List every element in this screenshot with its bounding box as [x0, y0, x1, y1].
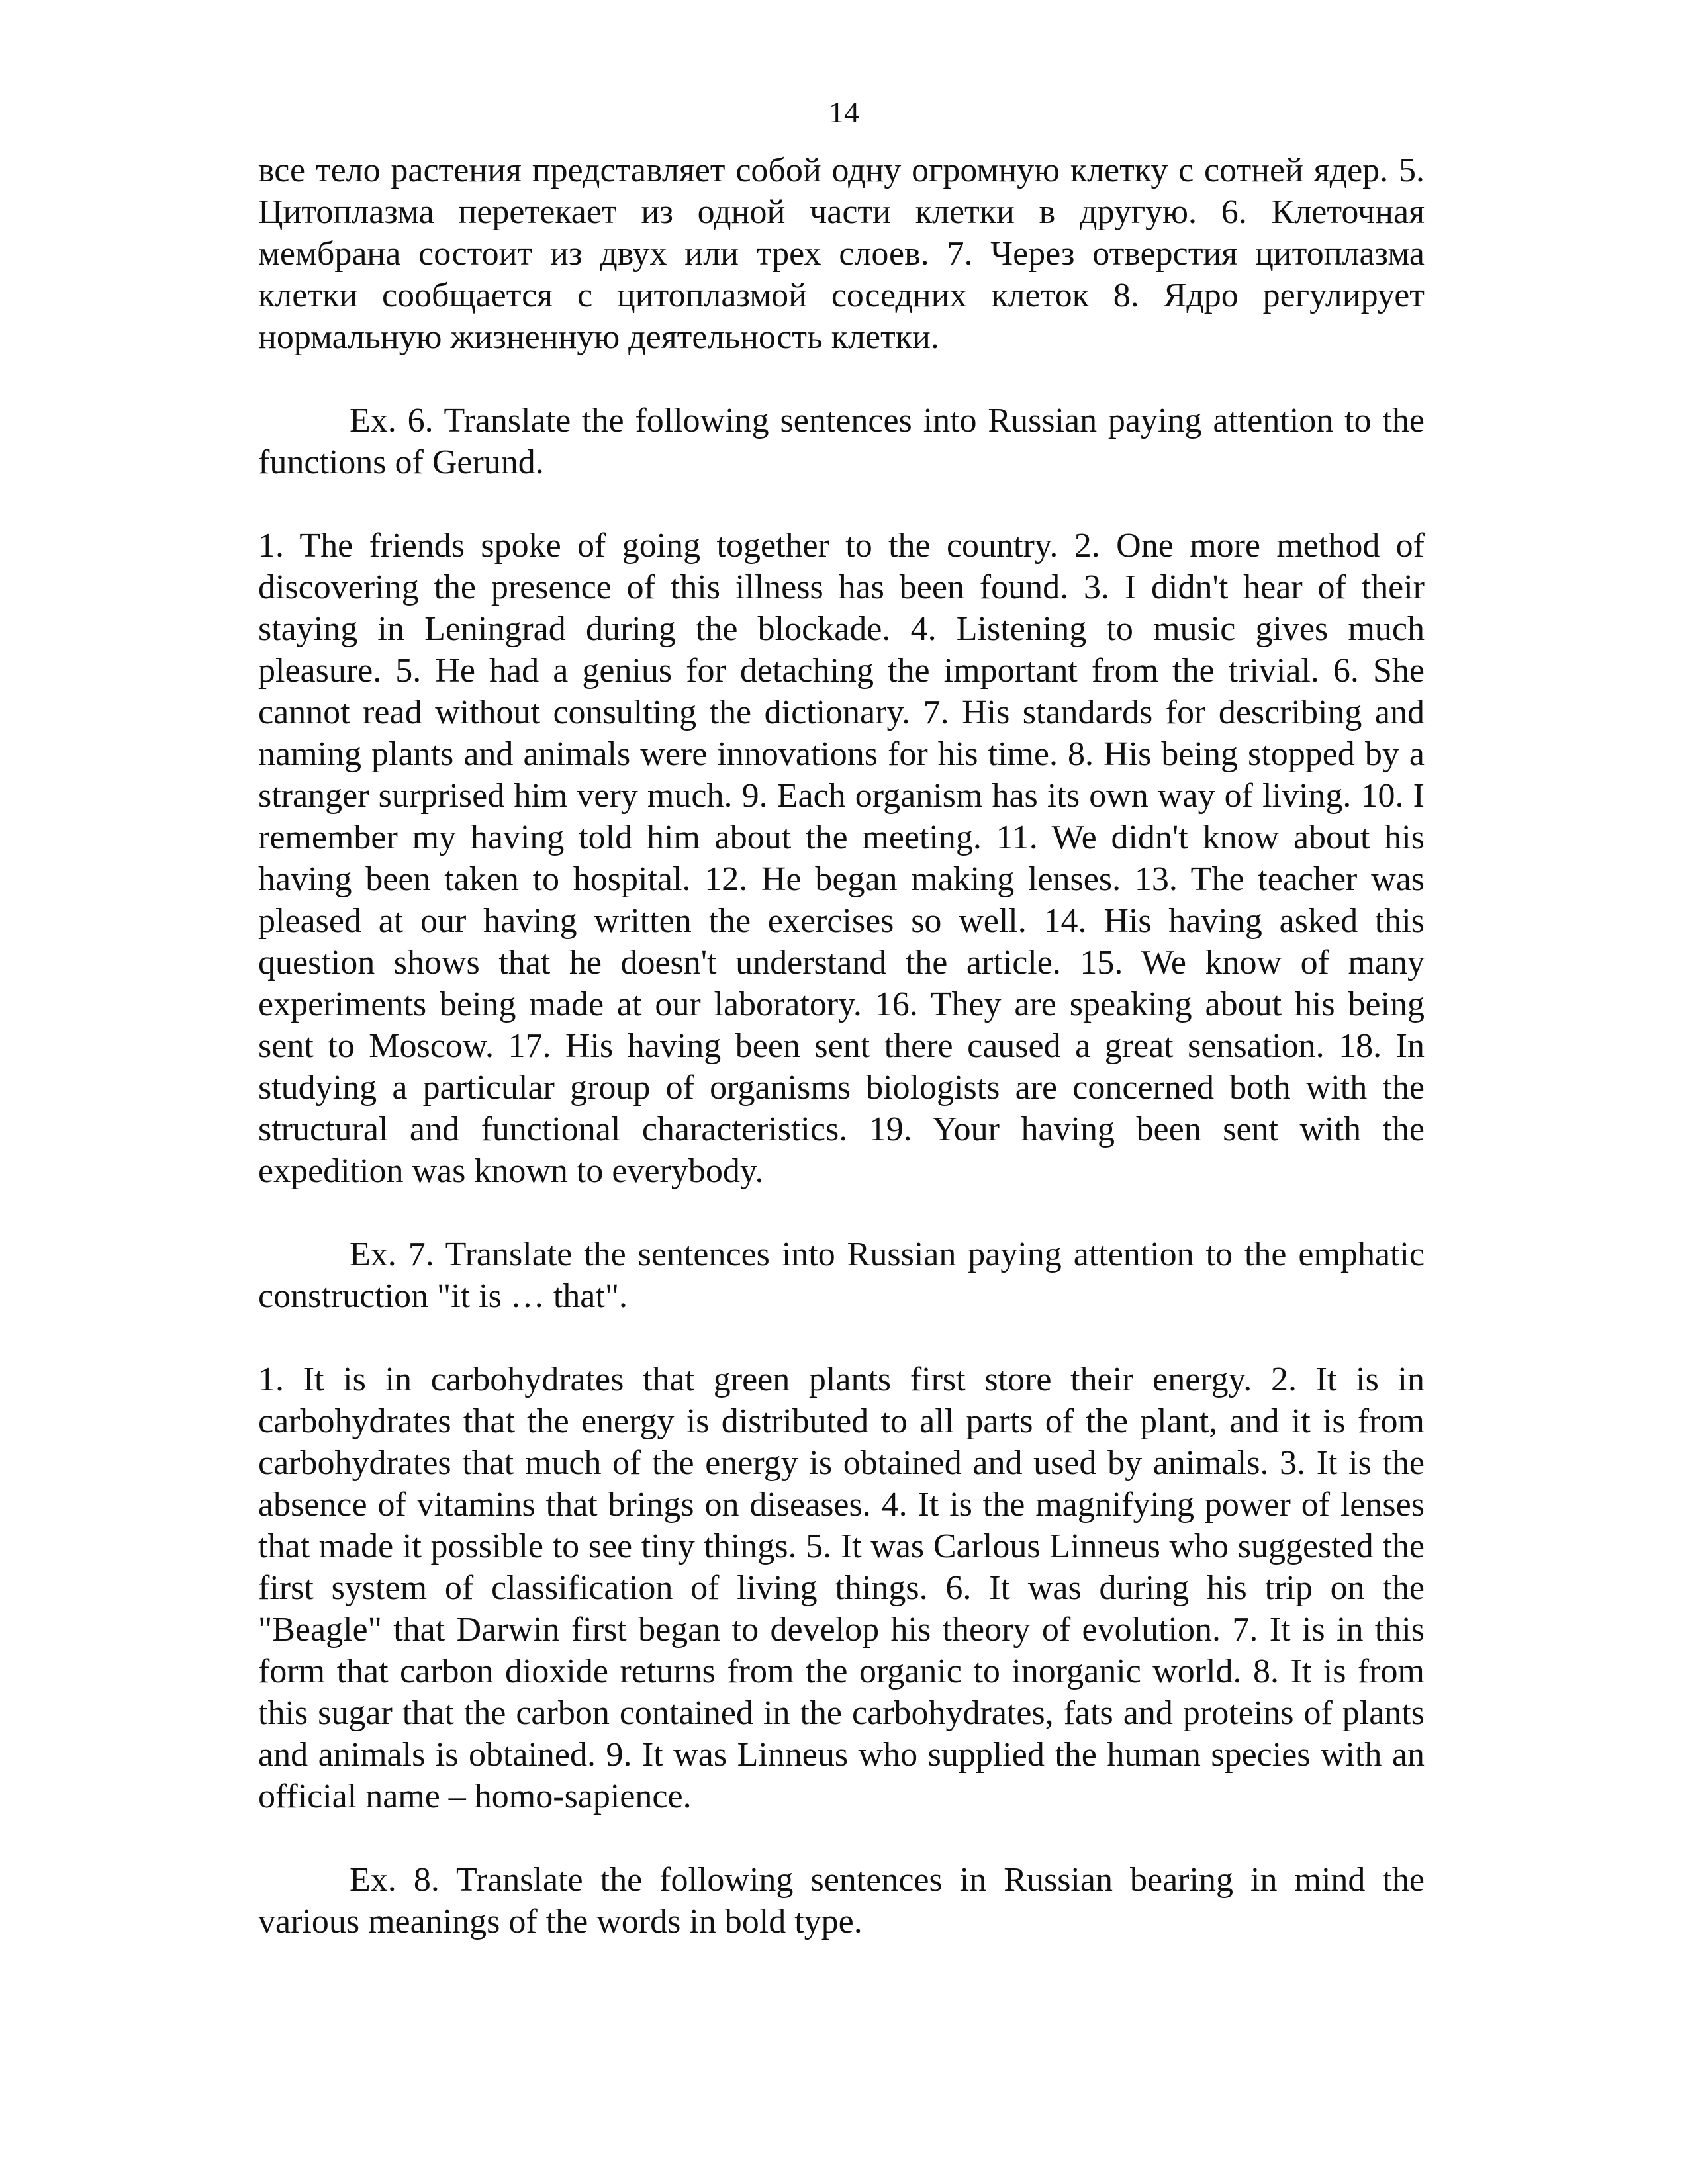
paragraph-spacer: [258, 1192, 1425, 1234]
exercise-7-instruction: Ex. 7. Translate the sentences into Russian paying attention to the emphatic construction "it is … that".: [258, 1236, 1425, 1315]
exercise-8-instruction: Ex. 8. Translate the following sentences in Russian bearing in mind the various meanings of the words in bold type.: [258, 1861, 1425, 1940]
page-content: [258, 150, 1425, 1942]
exercise-6-instruction: Ex. 6. Translate the following sentences into Russian paying attention to the functions of Gerund.: [258, 402, 1425, 481]
page-number: 14: [829, 95, 859, 129]
exercise-6-sentences: 1. The friends spoke of going together to the country. 2. One more method of discovering the presence of this illness has been found. 3. I didn't hear of their staying in Leningrad during the blockade. 4. Listening to music gives much pleasure. 5. He had a genius for detaching the important from the trivial. 6. She cannot read without consulting the dictionary. 7. His standards for describing and naming plants and animals were innovations for his time. 8. His being stopped by a stranger surprised him very much. 9. Each organism has its own way of living. 10. I remember my having told him about the meeting. 11. We didn't know about his having been taken to hospital. 12. He began making lenses. 13. The teacher was pleased at our having written the exercises so well. 14. His having asked this question shows that he doesn't understand the article. 15. We know of many experiments being made at our laboratory. 16. They are speaking about his being sent to Moscow. 17. His having been sent there caused a great sensation. 18. In studying a particular group of organisms biologists are concerned both with the structural and functional characteristics. 19. Your having been sent with the expedition was known to everybody.: [258, 527, 1425, 1190]
russian-text-paragraph: все тело растения представляет собой одну огромную клетку с сотней ядер. 5. Цитоплазма перетекает из одной части клетки в другую. 6. Клеточная мембрана состоит из двух или трех слоев. 7. Через отверстия цитоплазма клетки сообщается с цитоплазмой соседних клеток 8. Ядро регулирует нормальную жизненную деятельность клетки.: [258, 152, 1425, 356]
paragraph-spacer: [258, 358, 1425, 400]
exercise-7-sentences: 1. It is in carbohydrates that green plants first store their energy. 2. It is in carbohydrates that the energy is distributed to all parts of the plant, and it is from carbohydrates that much of the energy is obtained and used by animals. 3. It is the absence of vitamins that brings on diseases. 4. It is the magnifying power of lenses that made it possible to see tiny things. 5. It was Carlous Linneus who suggested the first system of classification of living things. 6. It was during his trip on the "Beagle" that Darwin first began to develop his theory of evolution. 7. It is in this form that carbon dioxide returns from the organic to inorganic world. 8. It is from this sugar that the carbon contained in the carbohydrates, fats and proteins of plants and animals is obtained. 9. It was Linneus who supplied the human species with an official name – homo-sapience.: [258, 1361, 1425, 1815]
paragraph-spacer: [258, 483, 1425, 525]
paragraph-spacer: [258, 1817, 1425, 1859]
paragraph-spacer: [258, 1317, 1425, 1359]
